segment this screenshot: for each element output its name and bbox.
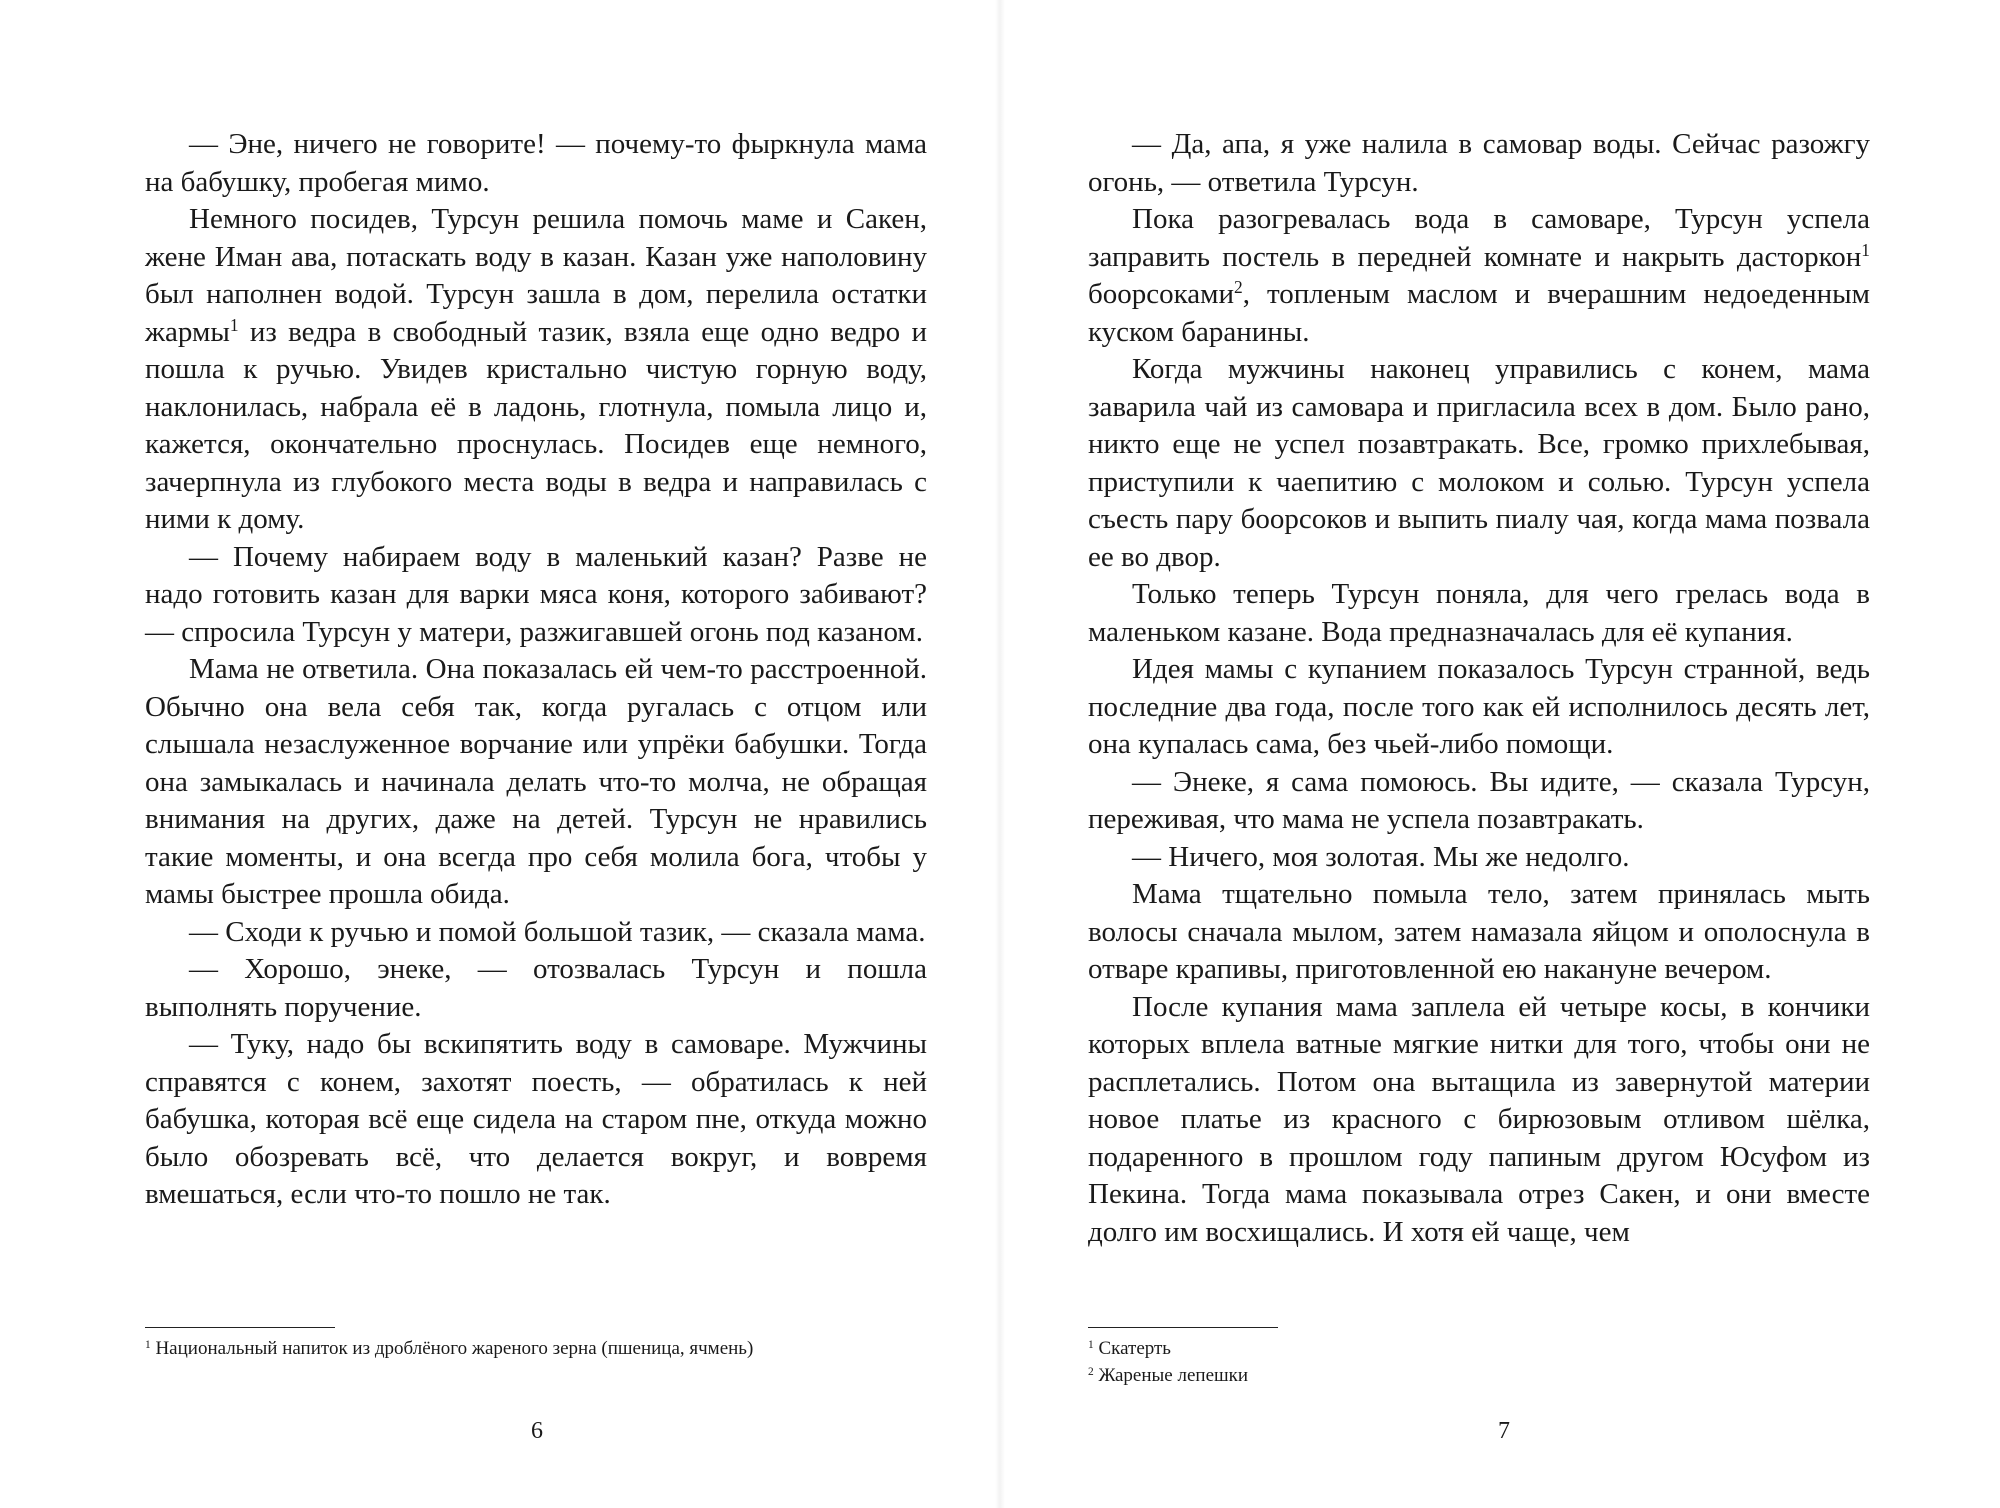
- footnote-ref: 2: [1234, 277, 1243, 298]
- footnote-text: Жареные лепешки: [1098, 1365, 1249, 1386]
- footnote-mark: 1: [145, 1338, 151, 1351]
- paragraph: — Почему набираем воду в маленький казан? Разве не надо готовить казан для варки мяса коня, которого забивают? — спросила Турсун у матери, разжигавшей огонь под казаном.: [145, 540, 927, 648]
- paragraph: — Да, апа, я уже налила в самовар воды. Сейчас разожгу огонь, — ответила Турсун.: [1088, 128, 1870, 198]
- paragraph: — Энеке, я сама помоюсь. Вы идите, — сказала Турсун, переживая, что мама не успела позавтракать.: [1088, 765, 1870, 835]
- paragraph: — Сходи к ручью и помой большой тазик, — сказала мама.: [189, 915, 926, 948]
- footnote: [1088, 1362, 1870, 1389]
- page-number: 6: [531, 1418, 543, 1444]
- footnotes: [145, 1335, 927, 1362]
- footnote-ref: 1: [229, 314, 239, 335]
- paragraph-text: боорсоками: [1088, 278, 1235, 310]
- paragraph: После купания мама заплела ей четыре косы, в кончики которых вплела ватные мягкие нитки для того, чтобы они не расплетались. Потом она вытащила из завернутой материи новое платье из красного с бирюзовым отливом шёлка, подаренного в прошлом году папиным другом Юсуфом из Пекина. Тогда мама показывала отрез Сакен, и они вместе долго им восхищались. И хотя ей чаще, чем: [1088, 990, 1870, 1248]
- footnote-ref: 1: [1861, 239, 1870, 260]
- footnote-text: Скатерть: [1098, 1338, 1171, 1359]
- paragraph: — Эне, ничего не говорите! — почему-то фыркнула мама на бабушку, пробегая мимо.: [145, 128, 927, 198]
- footnotes: [1088, 1335, 1870, 1389]
- paragraph: Мама не ответила. Она показалась ей чем-то расстроенной. Обычно она вела себя так, когда ругалась с отцом или слышала незаслуженное ворчание или упрёки бабушки. Тогда она замыкалась и начинала делать что-то молча, не обращая внимания на других, даже на детей. Турсун не нравились такие моменты, и она всегда про себя молила бога, чтобы у мамы быстрее прошла обида.: [145, 653, 927, 910]
- footnote: [1088, 1335, 1870, 1362]
- paragraph-text: , топленым маслом и вчерашним недоеденным куском баранины.: [1088, 278, 1870, 348]
- paragraph: Идея мамы с купанием показалось Турсун странной, ведь последние два года, после того как ей исполнилось десять лет, она купалась сама, без чьей-либо помощи.: [1088, 653, 1870, 760]
- right-body-text: [1088, 126, 1870, 1251]
- paragraph: Мама тщательно помыла тело, затем принялась мыть волосы сначала мылом, затем намазала яйцом и ополоснула в отваре крапивы, приготовленной ею накануне вечером.: [1088, 878, 1870, 985]
- paragraph-text: Немного посидев, Турсун решила помочь маме и Сакен, жене Иман ава, потаскать воду в казан. Казан уже наполовину был наполнен водой. Турсун зашла в дом, перелила остатки жармы: [145, 203, 927, 348]
- footnote-mark: 1: [1088, 1338, 1094, 1351]
- paragraph: — Ничего, моя золотая. Мы же недолго.: [1132, 840, 1630, 873]
- paragraph-text: из ведра в свободный тазик, взяла еще одно ведро и пошла к ручью. Увидев кристально чистую горную воду, наклонилась, набрала её в ладонь, глотнула, помыла лицо и, кажется, окончательно проснулась. Посидев еще немного, зачерпнула из глубокого места воды в ведра и направилась с ними к дому.: [145, 315, 927, 535]
- left-body-text: [145, 126, 927, 1214]
- right-page: [1000, 0, 2000, 1508]
- footnote-text: Национальный напиток из дроблёного жареного зерна (пшеница, ячмень): [155, 1338, 754, 1359]
- footnote-divider: [1088, 1327, 1278, 1328]
- footnote-mark: 2: [1088, 1365, 1094, 1378]
- paragraph: [145, 201, 927, 539]
- paragraph: Только теперь Турсун поняла, для чего грелась вода в маленьком казане. Вода предназначалась для её купания.: [1088, 578, 1870, 648]
- paragraph: — Хорошо, энеке, — отозвалась Турсун и пошла выполнять поручение.: [145, 953, 927, 1023]
- paragraph: Когда мужчины наконец управились с конем, мама заварила чай из самовара и пригласила всех в дом. Было рано, никто еще не успел позавтракать. Все, громко прихлебывая, приступили к чаепитию с молоком и солью. Турсун успела съесть пару боорсоков и выпить пиалу чая, когда мама позвала ее во двор.: [1088, 353, 1870, 573]
- paragraph: — Туку, надо бы вскипятить воду в самоваре. Мужчины справятся с конем, захотят поесть, — обратилась к ней бабушка, которая всё еще сидела на старом пне, откуда можно было обозревать всё, что делается вокруг, и вовремя вмешаться, если что-то пошло не так.: [145, 1028, 927, 1210]
- footnote: [145, 1335, 927, 1362]
- page-number: 7: [1498, 1418, 1510, 1444]
- paragraph-text: Пока разогревалась вода в самоваре, Турсун успела заправить постель в передней комнате и накрыть дасторкон: [1088, 203, 1870, 273]
- paragraph: [1088, 201, 1870, 351]
- footnote-divider: [145, 1327, 335, 1328]
